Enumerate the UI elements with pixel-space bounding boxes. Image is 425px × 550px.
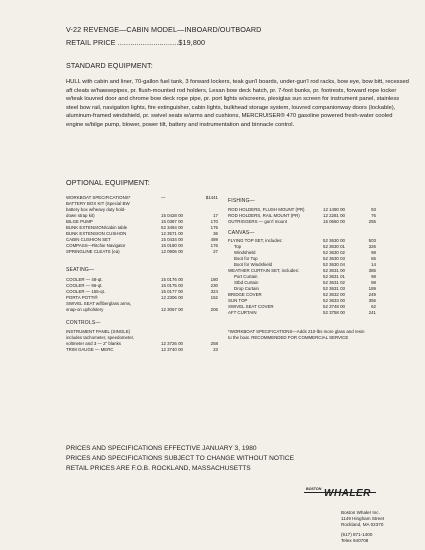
part-number: 12 2306 00 xyxy=(161,295,183,300)
item-price: 175 xyxy=(210,225,218,230)
logo-big-text: WHALER xyxy=(324,488,371,499)
part-number: 15 0175 00 xyxy=(161,283,183,288)
boston-whaler-logo xyxy=(304,484,376,502)
phone: (617) 871-1400 xyxy=(341,531,373,537)
company-name: Boston Whaler Inc. xyxy=(341,510,380,515)
item-name: COOLER — 155-qt. xyxy=(66,289,106,294)
part-number: 15 0180 00 xyxy=(161,243,183,248)
item-name: COMPASS—Ritchie Navigator xyxy=(66,243,126,248)
model-title: V-22 REVENGE—CABIN MODEL—INBOARD/OUTBOARD xyxy=(66,25,262,34)
part-number: 52 3630 02 xyxy=(323,250,345,255)
item-price: 258 xyxy=(210,341,218,346)
item-price: 324 xyxy=(210,289,218,294)
footer-notices xyxy=(66,444,294,474)
part-number: 52 3758 00 xyxy=(323,310,345,315)
item-price: 93 xyxy=(371,207,376,212)
item-name: Boot for Top xyxy=(234,256,258,261)
part-number: 52 3630 04 xyxy=(323,262,345,267)
part-number: 52 3631 02 xyxy=(323,280,345,285)
item-price: 152 xyxy=(210,295,218,300)
part-number: 15 0434 00 xyxy=(161,237,183,242)
optional-right-column xyxy=(228,195,376,445)
price-row xyxy=(66,307,218,313)
item-name: Top xyxy=(234,244,242,249)
item-price: 98 xyxy=(371,280,376,285)
item-name: BILGE PUMP xyxy=(66,219,93,224)
item-name: OUTRIGGERS — gun'l mount xyxy=(228,219,287,224)
part-number: 12 3740 00 xyxy=(161,347,183,352)
item-name: Drop Curtain xyxy=(234,286,259,291)
item-price: 14 xyxy=(371,262,376,267)
item-name: voltmeter and 3 — 2" blanks xyxy=(66,341,122,346)
item-price: 76 xyxy=(371,213,376,218)
item-price: 255 xyxy=(368,219,376,224)
standard-heading: STANDARD EQUIPMENT: xyxy=(66,61,153,70)
effective-date-notice: PRICES AND SPECIFICATIONS EFFECTIVE JANUARY 3, 1980 xyxy=(66,445,257,452)
item-name: Stbd Curtain xyxy=(234,280,259,285)
item-name: battery box w/heavy duty hold- xyxy=(66,207,126,212)
part-number: 12 3067 00 xyxy=(161,307,183,312)
item-name: Port Curtain xyxy=(234,274,258,279)
logo-small-text: BOSTON xyxy=(306,487,322,491)
item-name: AFT CURTAIN xyxy=(228,310,257,315)
item-name: SPRINGLINE CLEATS (ea) xyxy=(66,249,120,254)
part-number: 12 3726 00 xyxy=(161,341,183,346)
part-number: 15 0176 00 xyxy=(161,277,183,282)
item-name: Windshield xyxy=(234,250,256,255)
standard-text: HULL with cabin and liner, 70-gallon fuel tank, 3 forward lockers, teak gun'l boards, under-gun'l rod racks, bow eye, bow bitt, recessed aft cleats w/hawsepipes, pr. flush-mounted rod holders, Lexan bow deck hatch, pr. 7-foot bunks, pr. footrests, forward rope locker w/teak louvred door and chrome bow deck rope pipe, pr. port lights w/screens, plexiglas sun screen for instrument panel, stainless steel bow rail, navigation lights, fire extinguisher, cabin lights, bulkhead storage system, louvred companionway doors (lockable), aluminum-framed windshield, pr. swivel seats w/arms and cushions, MERCRUISER® 470 gasoline powered fresh-water cooled engine w/bilge pump, blower, power tilt, battery and instrumentation and binnacle control. xyxy=(66,79,409,128)
part-number: 15 0177 00 xyxy=(161,289,183,294)
item-price: 206 xyxy=(210,307,218,312)
price-row xyxy=(228,219,376,225)
item-name: snap-on upholstery xyxy=(66,307,104,312)
workboat-note: *WORKBOAT SPECIFICATIONS—Adds 210-lbs more glass and resin to the boat. RECOMMENDED FOR COMMERCIAL SERVICE xyxy=(228,329,365,340)
item-price: 326 xyxy=(368,244,376,249)
item-price: 27 xyxy=(213,249,218,254)
item-name: ROD HOLDERS, FLUSH MOUNT (PR) xyxy=(228,207,305,212)
general-list xyxy=(66,195,218,257)
fob-notice: RETAIL PRICES ARE F.O.B. ROCKLAND, MASSACHUSETTS xyxy=(66,465,251,472)
item-name: CABIN CUSHION SET xyxy=(66,237,111,242)
part-number: 12 2281 00 xyxy=(323,213,345,218)
item-name: BATTERY BOX KIT (Special BW xyxy=(66,201,130,206)
item-price: 17 xyxy=(213,213,218,218)
item-name: BRIDGE COVER xyxy=(228,292,262,297)
part-number: 15 0428 00 xyxy=(161,213,183,218)
item-price: 503 xyxy=(368,238,376,243)
item-price: 385 xyxy=(368,268,376,273)
item-price: 23 xyxy=(213,347,218,352)
part-number: 15 0660 00 xyxy=(323,219,345,224)
part-number: 12 1490 00 xyxy=(323,207,345,212)
item-name: TRIM GAUGE — MERC xyxy=(66,347,114,352)
item-name: BUNK EXTENSION/cabin table xyxy=(66,225,128,230)
item-price: 489 xyxy=(210,237,218,242)
part-number: — xyxy=(161,195,166,200)
item-price: 98 xyxy=(371,274,376,279)
fishing-list xyxy=(228,207,376,227)
item-price: 189 xyxy=(368,286,376,291)
part-number: 52 3630 01 xyxy=(323,244,345,249)
fishing-heading: FISHING— xyxy=(228,198,255,204)
part-number: 52 3748 00 xyxy=(323,304,345,309)
price-row xyxy=(66,249,218,255)
item-price: 241 xyxy=(368,310,376,315)
item-price: 176 xyxy=(210,243,218,248)
optional-left-column xyxy=(66,195,218,445)
part-number: 52 3632 00 xyxy=(323,292,345,297)
item-price: 98 xyxy=(371,250,376,255)
item-name: SUN TOP xyxy=(228,298,248,303)
part-number: 15 0387 00 xyxy=(161,219,183,224)
street: 1149 Hingham Street xyxy=(341,516,385,522)
item-price: 230 xyxy=(210,283,218,288)
seating-list xyxy=(66,277,218,315)
part-number: 52 3631 00 xyxy=(323,268,345,273)
item-name: Boot for Windshield xyxy=(234,262,273,267)
item-name: WEATHER CURTAIN SET, includes: xyxy=(228,268,299,273)
seating-heading: SEATING— xyxy=(66,267,95,273)
part-number: 52 3630 00 xyxy=(323,238,345,243)
item-name: INSTRUMENT PANEL (SINGLE) xyxy=(66,329,131,334)
part-number: 52 3631 01 xyxy=(323,274,345,279)
part-number: 52 3631 03 xyxy=(323,286,345,291)
city: Rockland, MA 02370 xyxy=(341,522,384,528)
item-price: $1441 xyxy=(205,195,218,200)
part-number: 62 3494 00 xyxy=(161,225,183,230)
retail-price: RETAIL PRICE .............................$19,800 xyxy=(66,38,206,47)
item-price: 62 xyxy=(371,304,376,309)
part-number: 52 3630 03 xyxy=(323,256,345,261)
item-name: includes tachometer, speedometer, xyxy=(66,335,135,340)
canvas-list xyxy=(228,238,376,318)
item-name: FLYING TOP SET, includes: xyxy=(228,238,283,243)
price-row xyxy=(66,347,218,353)
item-name: BUNK EXTENSION CUSHION xyxy=(66,231,127,236)
controls-list xyxy=(66,329,218,355)
item-name: COOLER — 48-qt. xyxy=(66,277,103,282)
item-name: COOLER — 96-qt. xyxy=(66,283,103,288)
item-name: PORTA POTTI® xyxy=(66,295,98,300)
item-price: 170 xyxy=(210,219,218,224)
change-notice: PRICES AND SPECIFICATIONS SUBJECT TO CHANGE WITHOUT NOTICE xyxy=(66,455,295,462)
canvas-heading: CANVAS— xyxy=(228,230,255,236)
controls-heading: CONTROLS— xyxy=(66,320,101,326)
price-row xyxy=(228,310,376,316)
item-price: 249 xyxy=(368,292,376,297)
part-number: 12 0906 00 xyxy=(161,249,183,254)
item-name: SWIVEL SEAT w/fiberglass arms, xyxy=(66,301,132,306)
telex: Telex 940708 xyxy=(341,537,369,543)
item-name: ROD HOLDERS, RAIL MOUNT (PR) xyxy=(228,213,300,218)
item-name: WORKBOAT SPECIFICATIONS* xyxy=(66,195,131,200)
item-price: 36 xyxy=(213,231,218,236)
item-price: 65 xyxy=(371,256,376,261)
item-name: down strap kit) xyxy=(66,213,95,218)
optional-heading: OPTIONAL EQUIPMENT: xyxy=(66,178,150,187)
item-name: SWIVEL SEAT COVER xyxy=(228,304,274,309)
item-price: 180 xyxy=(210,277,218,282)
item-price: 356 xyxy=(368,298,376,303)
company-address xyxy=(341,510,384,544)
part-number: 12 3571 00 xyxy=(161,231,183,236)
part-number: 52 3633 00 xyxy=(323,298,345,303)
